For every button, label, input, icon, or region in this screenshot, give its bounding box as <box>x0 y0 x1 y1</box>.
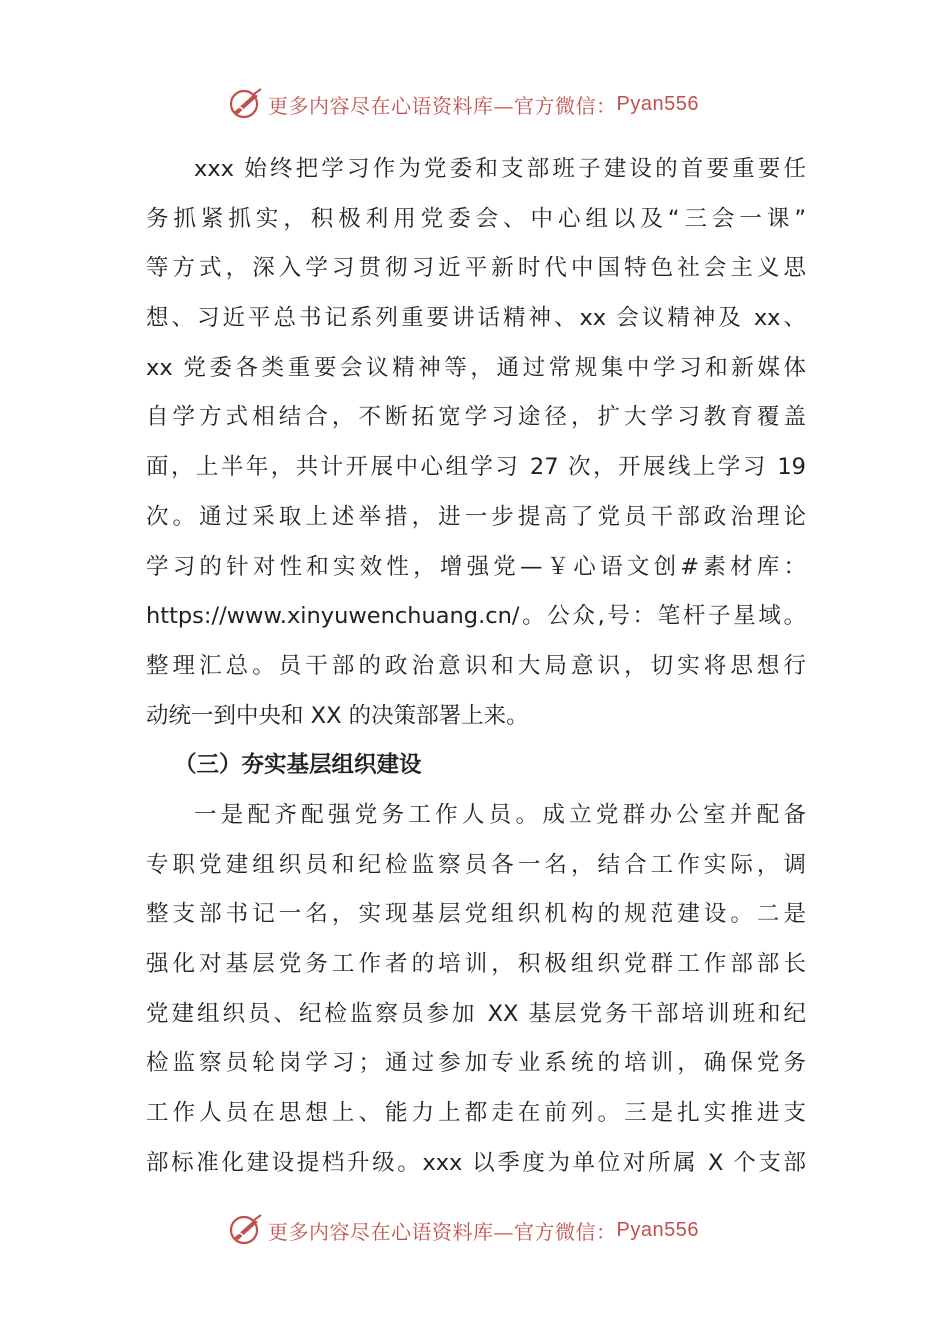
pen-logo-icon <box>228 86 264 122</box>
watermark-wechat-id: Pyan556 <box>616 1218 699 1241</box>
paragraph-organization <box>146 791 806 1189</box>
text-line: 务抓紧抓实，积极利用党委会、中心组以及“三会一课” <box>146 205 806 232</box>
watermark-wechat-id: Pyan556 <box>616 92 699 115</box>
watermark-text: 更多内容尽在心语资料库—官方微信： <box>268 1219 617 1244</box>
text-line: 强化对基层党务工作者的培训，积极组织党群工作部部长 <box>146 951 806 977</box>
text-line-url: https://www.xinyuwenchuang.cn/。公众,号：笔杆子星域。 <box>146 603 806 630</box>
section-heading-text: （三）夯实基层组织建设 <box>174 752 422 779</box>
text-line: 一是配齐配强党务工作人员。成立党群办公室并配备 <box>194 801 806 828</box>
text-line: 想、习近平总书记系列重要讲话精神、xx 会议精神及 xx、 <box>146 305 806 332</box>
text-line: 自学方式相结合，不断拓宽学习途径，扩大学习教育覆盖 <box>146 404 806 431</box>
text-line: 面，上半年，共计开展中心组学习 27 次，开展线上学习 19 <box>146 454 806 481</box>
document-body <box>146 145 806 1188</box>
text-line: 动统一到中央和 XX 的决策部署上来。 <box>146 702 529 729</box>
text-line: 部标准化建设提档升级。xxx 以季度为单位对所属 X 个支部 <box>146 1149 806 1176</box>
text-line: xx 党委各类重要会议精神等，通过常规集中学习和新媒体 <box>146 354 806 381</box>
text-line: 整支部书记一名，实现基层党组织机构的规范建设。二是 <box>146 901 806 928</box>
watermark-text: 更多内容尽在心语资料库—官方微信： <box>268 93 617 118</box>
text-line: 工作人员在思想上、能力上都走在前列。三是扎实推进支 <box>146 1100 806 1127</box>
text-line: 党建组织员、纪检监察员参加 XX 基层党务干部培训班和纪 <box>146 1000 806 1027</box>
text-line: 检监察员轮岗学习；通过参加专业系统的培训，确保党务 <box>146 1050 806 1077</box>
pen-logo-icon <box>228 1212 264 1248</box>
text-line: 等方式，深入学习贯彻习近平新时代中国特色社会主义思 <box>146 255 806 282</box>
section-heading <box>146 741 806 791</box>
paragraph-study <box>146 145 806 741</box>
watermark-banner-bottom <box>228 1210 699 1250</box>
watermark-banner-top <box>228 84 699 124</box>
text-line: 学习的针对性和实效性，增强党—￥心语文创#素材库： <box>146 553 806 580</box>
text-line: xxx 始终把学习作为党委和支部班子建设的首要重要任 <box>194 156 806 182</box>
text-line: 次。通过采取上述举措，进一步提高了党员干部政治理论 <box>146 503 806 530</box>
text-line: 专职党建组织员和纪检监察员各一名，结合工作实际，调 <box>146 851 806 878</box>
text-line: 整理汇总。员干部的政治意识和大局意识，切实将思想行 <box>146 652 806 679</box>
